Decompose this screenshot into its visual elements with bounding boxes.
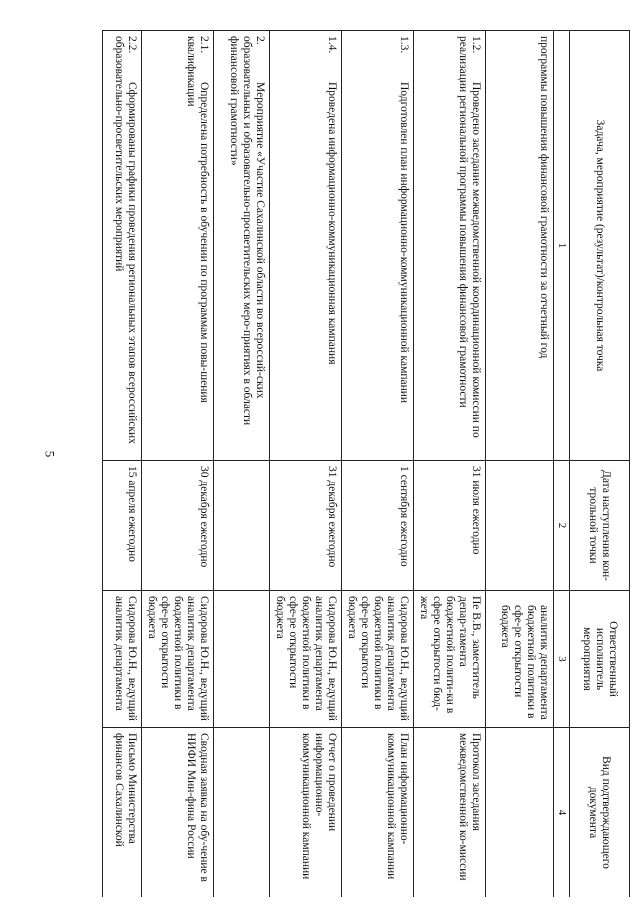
document-cell: План информационно-коммуникационной кампании <box>342 728 414 898</box>
task-text: Сформированы графики проведения региональных этапов всероссийских образовательно-просветительских мероприятий <box>113 36 138 444</box>
column-number: 3 <box>554 591 570 728</box>
task-number: 1.4. <box>326 36 338 54</box>
task-number: 1.2. <box>470 36 482 54</box>
document-cell: Отчет о проведении информационно-коммуникационной кампании <box>270 728 342 898</box>
task-text: Проведена информационно-коммуникационная кампания <box>326 82 338 365</box>
header-executor: Ответственный исполнитель мероприятия <box>570 591 630 728</box>
date-cell: 31 июля ежегодно <box>414 461 486 591</box>
date-cell <box>214 461 270 591</box>
executor-cell <box>214 591 270 728</box>
task-text: Подготовлен план информационно-коммуникационной кампании <box>398 82 410 404</box>
table-row <box>414 31 486 898</box>
executor-cell: Сидорова Ю.Н., ведущий аналитик департамента <box>103 591 142 728</box>
task-cell <box>486 31 554 461</box>
task-number: 1.3. <box>398 36 410 54</box>
task-cell <box>270 31 342 461</box>
task-cell <box>214 31 270 461</box>
task-text: Проведено заседание межведомственной координационной комиссии по реализации региональной программы повышения финансовой грамотности <box>457 36 482 438</box>
executor-cell: Сидорова Ю.Н., ведущий аналитик департамента бюджетной политики в сфе-ре открытости бюджета <box>342 591 414 728</box>
task-number: 2.1. <box>198 36 210 54</box>
header-task: Задача, мероприятие (результат)/контрольная точка <box>570 31 630 461</box>
date-cell: 30 декабря ежегодно <box>142 461 214 591</box>
executor-cell: Сидорова Ю.Н., ведущий аналитик департамента бюджетной политики в сфе-ре открытости бюджета <box>142 591 214 728</box>
document-cell <box>214 728 270 898</box>
column-number: 2 <box>554 461 570 591</box>
document-cell: Протокол заседания межведомственной ко-миссии <box>414 728 486 898</box>
header-document: Вид подтверждающего документа <box>570 728 630 898</box>
task-text: Определена потребность в обучении по программам повы-шения квалификации <box>185 36 210 403</box>
table-header-row <box>570 31 630 898</box>
task-text: программы повышения финансовой грамотности за отчетный год <box>538 36 550 359</box>
header-date: Дата наступления кон-трольной точки <box>570 461 630 591</box>
date-cell: 1 сентября ежегодно <box>342 461 414 591</box>
date-cell: 15 апреля ежегодно <box>103 461 142 591</box>
table-row <box>103 31 142 898</box>
column-number: 4 <box>554 728 570 898</box>
table-container <box>102 30 630 897</box>
task-cell <box>342 31 414 461</box>
task-cell <box>142 31 214 461</box>
task-number: 2. <box>254 36 266 45</box>
column-number-row <box>554 31 570 898</box>
document-cell: Сводная заявка на обу-чение в НИФИ Мин-фина России <box>142 728 214 898</box>
table-row <box>342 31 414 898</box>
table-row <box>142 31 214 898</box>
table-row <box>214 31 270 898</box>
column-number: 1 <box>554 31 570 461</box>
document-cell <box>486 728 554 898</box>
page-number: 5 <box>42 450 58 458</box>
control-points-table <box>102 30 630 897</box>
document-cell: Письмо Министерства финансов Сахалинской <box>103 728 142 898</box>
table-row <box>486 31 554 898</box>
table-row <box>270 31 342 898</box>
task-number: 2.2. <box>126 36 138 54</box>
task-cell <box>103 31 142 461</box>
date-cell: 31 декабря ежегодно <box>270 461 342 591</box>
executor-cell: Сидорова Ю.Н., ведущий аналитик департамента бюджетной политики в сфе-ре открытости бюджета <box>270 591 342 728</box>
date-cell <box>486 461 554 591</box>
task-cell <box>414 31 486 461</box>
task-text: Мероприятие «Участие Сахалинской области во всероссий-ских образовательных и образовательно-просветительских меро-приятиях в области финансовой грамотности» <box>228 36 266 426</box>
executor-cell: аналитик департамента бюджетной политики в сфе-ре открытости бюджета <box>486 591 554 728</box>
executor-cell: Пе В.В., заместитель депар-тамента бюджетной полити-ки в сфере открытости бюд-жета <box>414 591 486 728</box>
